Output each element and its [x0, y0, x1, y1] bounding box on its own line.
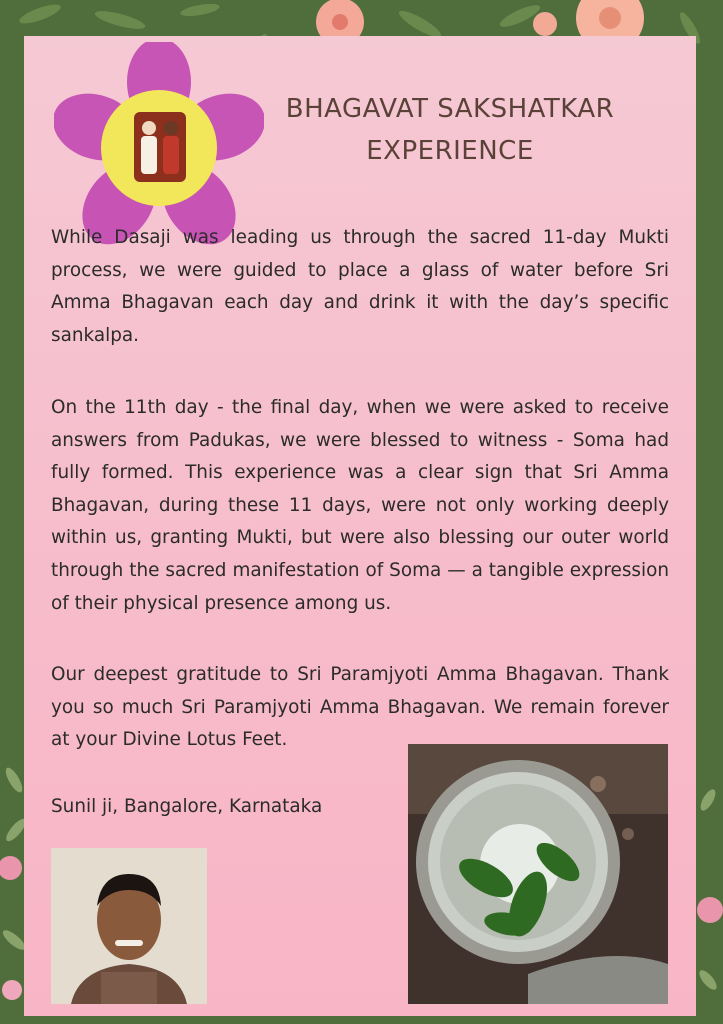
- deity-portrait-icon: [134, 112, 186, 182]
- title-line-2: EXPERIENCE: [366, 136, 534, 166]
- author-photo: [51, 848, 207, 1004]
- soma-glass-photo: [408, 744, 668, 1004]
- paragraph-2: On the 11th day - the final day, when we were asked to receive answers from Padukas, we were blessed to witness - Soma had fully formed. This experience was a clear sign that Sri Amma Bhagavan, during these 11 days, were not only working deeply within us, granting Mukti, but were also blessing our outer world through the sacred manifestation of Soma — a tangible expression of their physical presence among us.: [51, 397, 669, 614]
- title-line-1: BHAGAVAT SAKSHATKAR: [285, 94, 615, 124]
- content-card: [24, 36, 696, 1016]
- signature: Sunil ji, Bangalore, Karnataka: [51, 796, 323, 817]
- paragraph-1: While Dasaji was leading us through the sacred 11-day Mukti process, we were guided to place a glass of water before Sri Amma Bhagavan each day and drink it with the day’s specific sankalpa.: [51, 227, 669, 346]
- lotus-flower-emblem: [54, 42, 264, 252]
- page-title: [240, 88, 660, 172]
- paragraph-3: Our deepest gratitude to Sri Paramjyoti Amma Bhagavan. Thank you so much Sri Paramjyoti Amma Bhagavan. We remain forever at your Divine Lotus Feet.: [51, 664, 669, 751]
